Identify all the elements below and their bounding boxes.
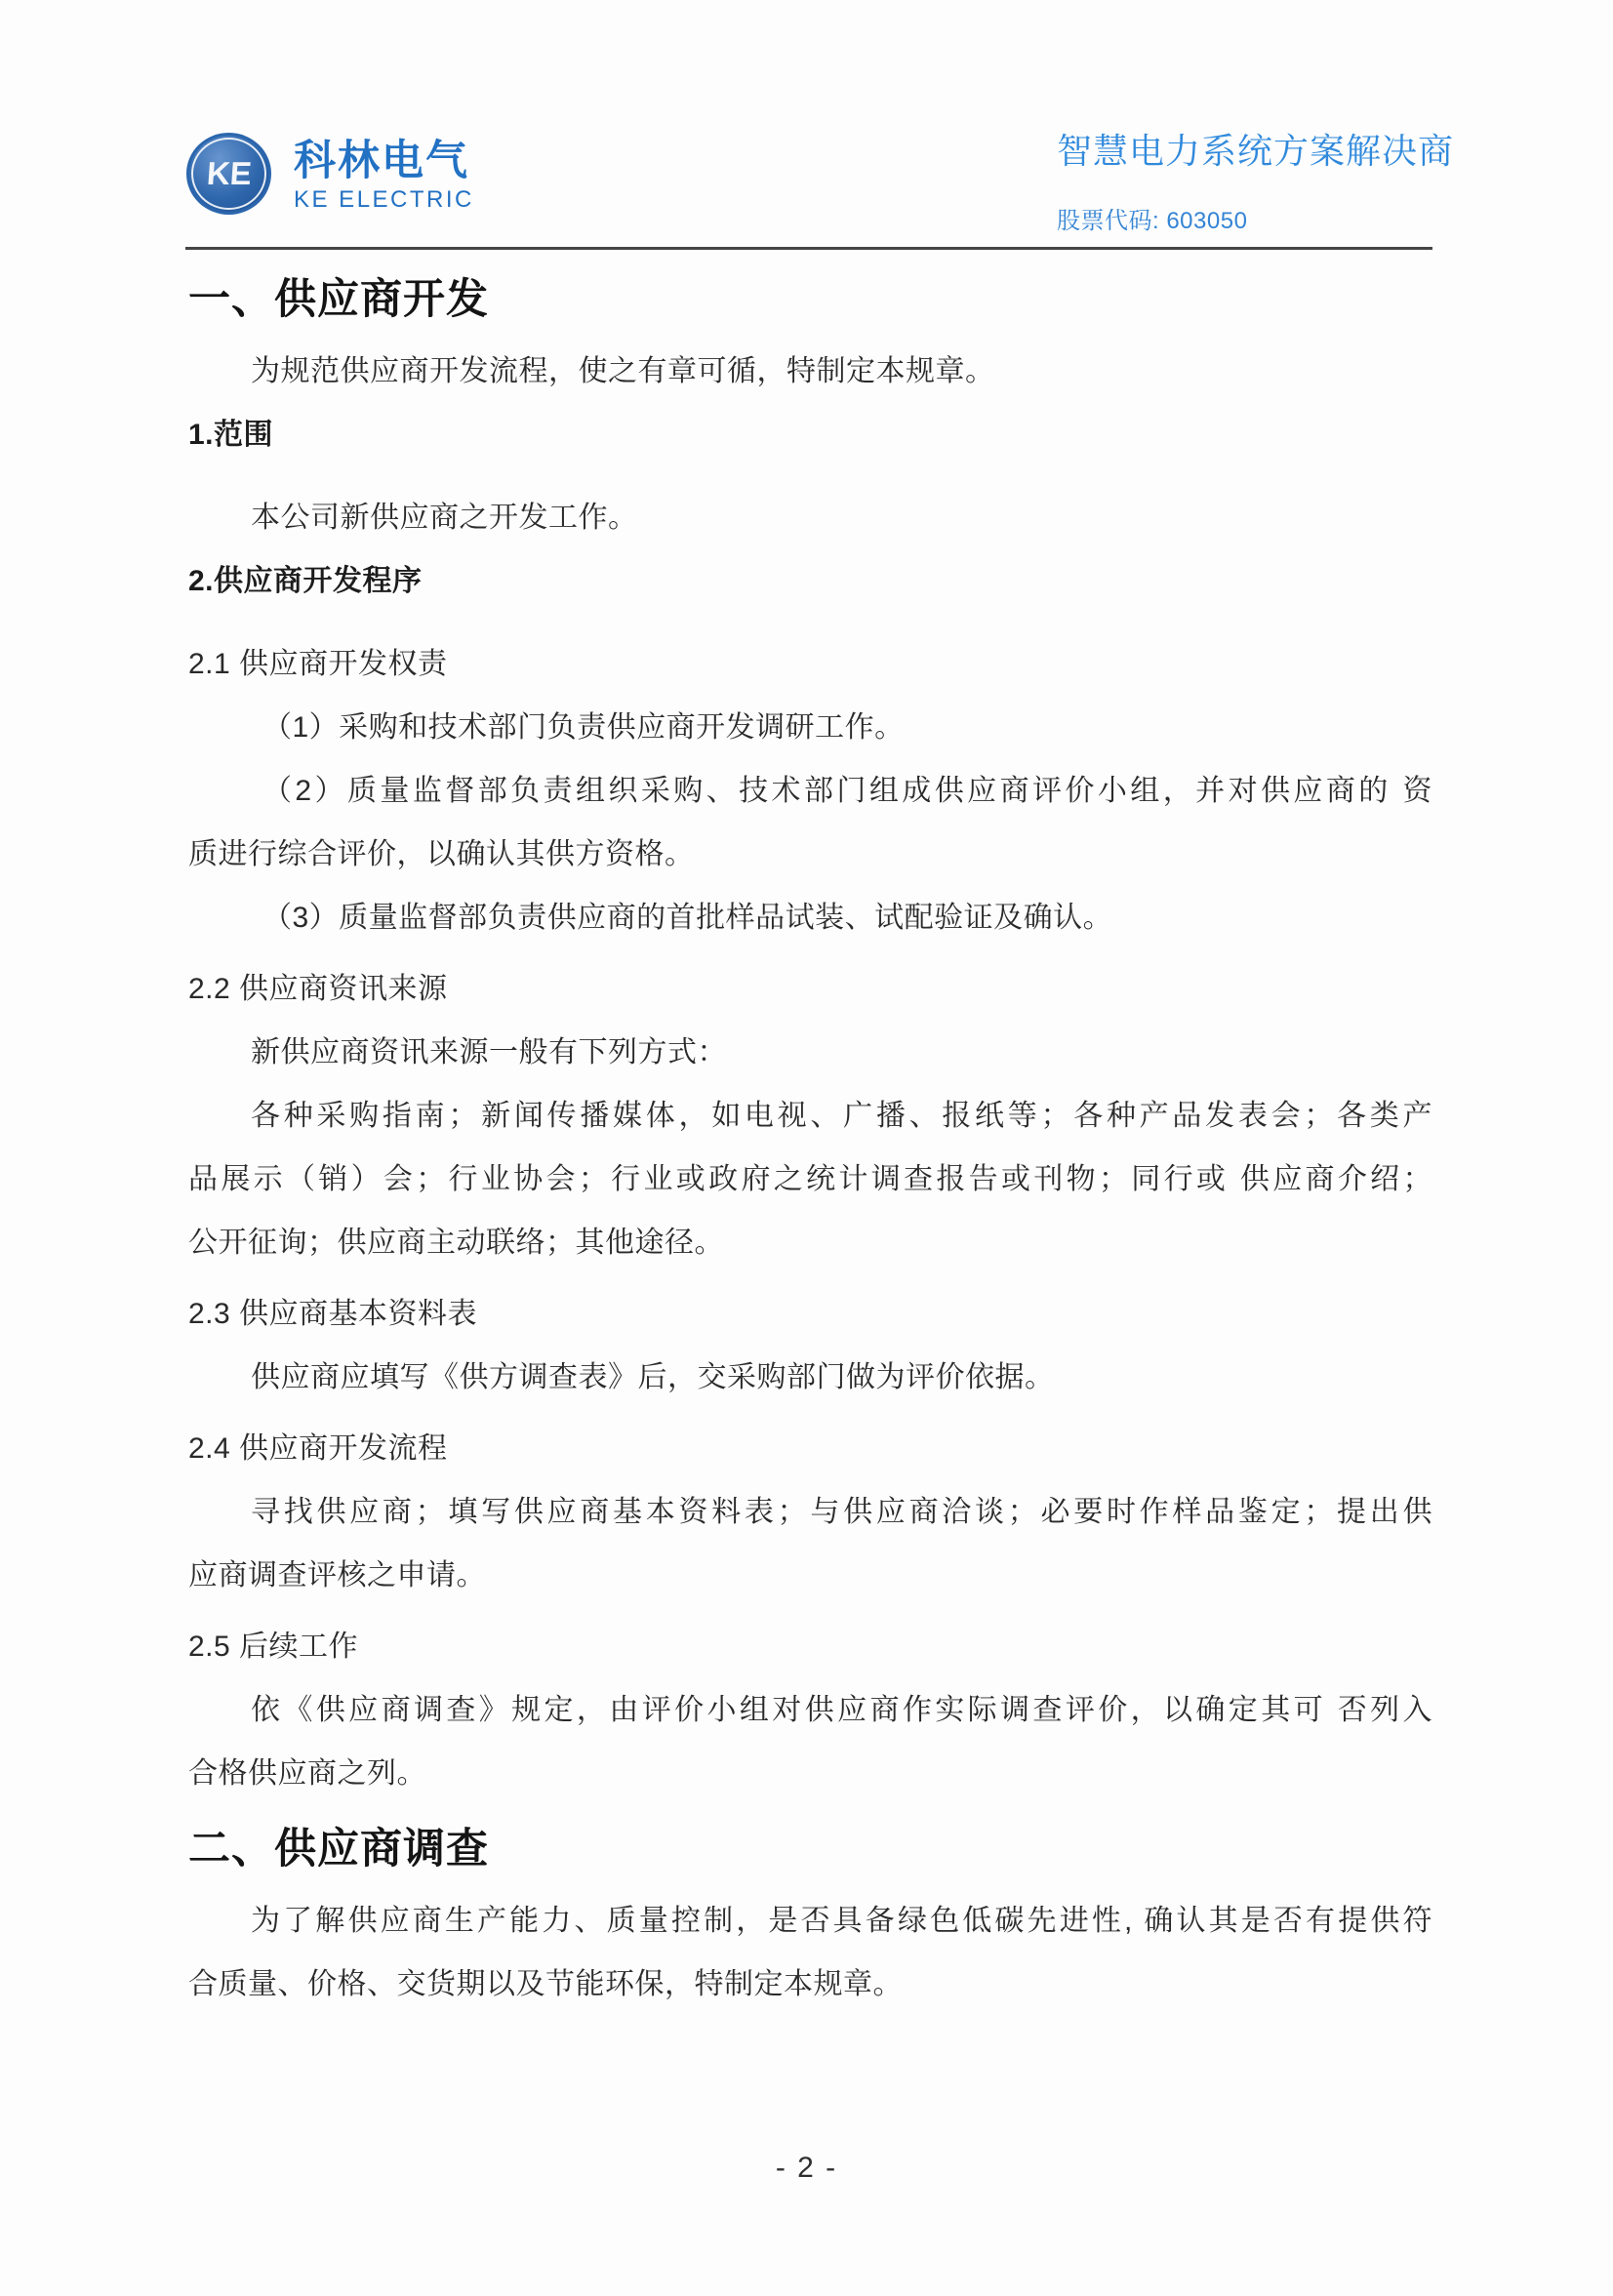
company-name-en: KE ELECTRIC bbox=[294, 186, 474, 214]
logo-monogram: KE bbox=[205, 155, 253, 191]
page-number: - 2 - bbox=[775, 2152, 838, 2184]
section-heading: 2.3 供应商基本资料表 bbox=[188, 1298, 478, 1330]
paragraph-line: （1）采购和技术部门负责供应商开发调研工作。 bbox=[262, 711, 905, 744]
header-divider bbox=[185, 247, 1432, 250]
section-heading: 2.5 后续工作 bbox=[188, 1631, 359, 1663]
paragraph-line: 应商调查评核之申请。 bbox=[188, 1559, 486, 1591]
section-heading: 一、供应商开发 bbox=[188, 276, 489, 323]
paragraph-line: 公开征询；供应商主动联络；其他途径。 bbox=[188, 1227, 724, 1259]
paragraph-line: （2）质量监督部负责组织采购、技术部门组成供应商评价小组，并对供应商的 资 bbox=[262, 775, 1432, 807]
section-heading: 2.4 供应商开发流程 bbox=[188, 1432, 448, 1465]
paragraph-line: 合质量、价格、交货期以及节能环保，特制定本规章。 bbox=[188, 1968, 903, 2000]
paragraph-line: 为了解供应商生产能力、质量控制，是否具备绿色低碳先进性, 确认其是否有提供符 bbox=[251, 1905, 1432, 1937]
section-heading: 2.供应商开发程序 bbox=[188, 565, 423, 597]
stock-code: 股票代码: 603050 bbox=[1057, 208, 1248, 234]
document-body bbox=[188, 256, 1432, 2016]
paragraph-line: 本公司新供应商之开发工作。 bbox=[251, 502, 638, 534]
paragraph-line: 新供应商资讯来源一般有下列方式： bbox=[251, 1036, 727, 1068]
paragraph-line: 品展示（销）会；行业协会；行业或政府之统计调查报告或刊物；同行或 供应商介绍； bbox=[188, 1163, 1432, 1195]
section-heading: 1.范围 bbox=[188, 419, 274, 451]
header-right-block bbox=[1057, 129, 1454, 235]
company-name-cn: 科林电气 bbox=[294, 138, 469, 184]
paragraph-line: 依《供应商调查》规定，由评价小组对供应商作实际调查评价，以确定其可 否列入 bbox=[251, 1694, 1432, 1726]
ke-logo-icon bbox=[186, 133, 271, 215]
paragraph-line: 为规范供应商开发流程，使之有章可循，特制定本规章。 bbox=[251, 355, 995, 387]
company-tagline: 智慧电力系统方案解决商 bbox=[1057, 131, 1455, 171]
paragraph-line: 各种采购指南；新闻传播媒体，如电视、广播、报纸等；各种产品发表会；各类产 bbox=[251, 1100, 1432, 1132]
company-logo bbox=[186, 133, 474, 215]
paragraph-line: 合格供应商之列。 bbox=[188, 1757, 426, 1790]
paragraph-line: 供应商应填写《供方调查表》后，交采购部门做为评价依据。 bbox=[251, 1361, 1055, 1393]
page-footer bbox=[0, 2152, 1613, 2185]
paragraph-line: 寻找供应商；填写供应商基本资料表；与供应商洽谈；必要时作样品鉴定；提出供 bbox=[251, 1496, 1432, 1528]
paragraph-line: 质进行综合评价，以确认其供方资格。 bbox=[188, 838, 695, 870]
section-heading: 二、供应商调查 bbox=[188, 1826, 489, 1873]
section-heading: 2.1 供应商开发权责 bbox=[188, 648, 448, 680]
paragraph-line: （3）质量监督部负责供应商的首批样品试装、试配验证及确认。 bbox=[262, 902, 1113, 934]
section-heading: 2.2 供应商资讯来源 bbox=[188, 973, 448, 1005]
company-name-block bbox=[294, 133, 474, 214]
